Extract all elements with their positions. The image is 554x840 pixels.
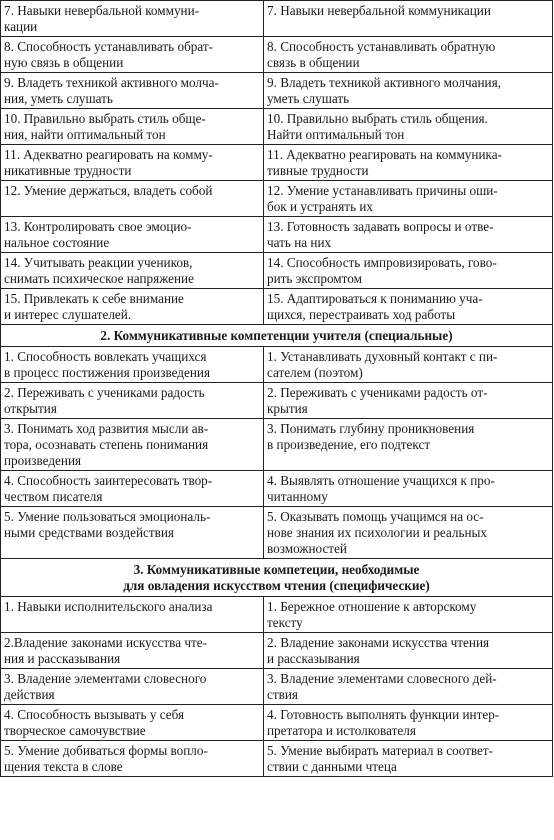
cell-right: 4. Готовность выполнять функции интер- претатора и истолкователя	[264, 705, 553, 741]
table-row	[1, 741, 553, 777]
cell-right: 8. Способность устанавливать обратную связь в общении	[264, 37, 553, 73]
cell-right: 2. Переживать с учениками радость от- крытия	[264, 383, 553, 419]
cell-right: 3. Понимать глубину проникновения в произведение, его подтекст	[264, 419, 553, 471]
table-row	[1, 705, 553, 741]
table-row	[1, 597, 553, 633]
section-heading: 2. Коммуникативные компетенции учителя (специальные)	[1, 325, 553, 347]
cell-left: 3. Понимать ход развития мысли ав- тора, осознавать степень понимания произведения	[1, 419, 264, 471]
cell-left: 10. Правильно выбрать стиль обще- ния, найти оптимальный тон	[1, 109, 264, 145]
cell-left: 14. Учитывать реакции учеников, снимать психическое напряжение	[1, 253, 264, 289]
cell-left: 13. Контролировать свое эмоцио- нальное состояние	[1, 217, 264, 253]
table-row	[1, 419, 553, 471]
table-row	[1, 253, 553, 289]
cell-right: 2. Владение законами искусства чтения и рассказывания	[264, 633, 553, 669]
table-row	[1, 347, 553, 383]
table-row	[1, 289, 553, 325]
table-row	[1, 37, 553, 73]
table-row	[1, 669, 553, 705]
table-row	[1, 109, 553, 145]
cell-right: 1. Бережное отношение к авторскому тексту	[264, 597, 553, 633]
cell-left: 2. Переживать с учениками радость открытия	[1, 383, 264, 419]
cell-left: 15. Привлекать к себе внимание и интерес слушателей.	[1, 289, 264, 325]
table-body	[1, 1, 553, 777]
cell-right: 12. Умение устанавливать причины оши- бок и устранять их	[264, 181, 553, 217]
table-row	[1, 507, 553, 559]
cell-right: 7. Навыки невербальной коммуникации	[264, 1, 553, 37]
cell-right: 5. Умение выбирать материал в соответ- ствии с данными чтеца	[264, 741, 553, 777]
cell-left: 1. Навыки исполнительского анализа	[1, 597, 264, 633]
cell-left: 1. Способность вовлекать учащихся в процесс постижения произведения	[1, 347, 264, 383]
table-row	[1, 471, 553, 507]
cell-right: 1. Устанавливать духовный контакт с пи- сателем (поэтом)	[264, 347, 553, 383]
table-row	[1, 1, 553, 37]
cell-right: 3. Владение элементами словесного дей- ствия	[264, 669, 553, 705]
cell-left: 12. Умение держаться, владеть собой	[1, 181, 264, 217]
section-heading-row	[1, 559, 553, 597]
table-row	[1, 633, 553, 669]
cell-left: 8. Способность устанавливать обрат- ную связь в общении	[1, 37, 264, 73]
table-row	[1, 181, 553, 217]
cell-left: 2.Владение законами искусства чте- ния и рассказывания	[1, 633, 264, 669]
cell-left: 4. Способность вызывать у себя творческое самочувствие	[1, 705, 264, 741]
cell-right: 10. Правильно выбрать стиль общения. Найти оптимальный тон	[264, 109, 553, 145]
cell-right: 5. Оказывать помощь учащимся на ос- нове знания их психологии и реальных возможностей	[264, 507, 553, 559]
cell-left: 7. Навыки невербальной коммуни- кации	[1, 1, 264, 37]
cell-left: 4. Способность заинтересовать твор- чеством писателя	[1, 471, 264, 507]
table-row	[1, 383, 553, 419]
table-row	[1, 145, 553, 181]
cell-right: 13. Готовность задавать вопросы и отве- чать на них	[264, 217, 553, 253]
cell-left: 9. Владеть техникой активного молча- ния, уметь слушать	[1, 73, 264, 109]
cell-right: 9. Владеть техникой активного молчания, уметь слушать	[264, 73, 553, 109]
cell-left: 3. Владение элементами словесного действия	[1, 669, 264, 705]
cell-right: 15. Адаптироваться к пониманию уча- щихся, перестраивать ход работы	[264, 289, 553, 325]
section-heading-row	[1, 325, 553, 347]
cell-right: 4. Выявлять отношение учащихся к про- читанному	[264, 471, 553, 507]
cell-left: 11. Адекватно реагировать на комму- никативные трудности	[1, 145, 264, 181]
cell-right: 14. Способность импровизировать, гово- рить экспромтом	[264, 253, 553, 289]
section-heading: 3. Коммуникативные компетеции, необходимые для овладения искусством чтения (специфические)	[1, 559, 553, 597]
cell-right: 11. Адекватно реагировать на коммуника- тивные трудности	[264, 145, 553, 181]
cell-left: 5. Умение добиваться формы вопло- щения текста в слове	[1, 741, 264, 777]
table-row	[1, 217, 553, 253]
cell-left: 5. Умение пользоваться эмоциональ- ными средствами воздействия	[1, 507, 264, 559]
table-row	[1, 73, 553, 109]
